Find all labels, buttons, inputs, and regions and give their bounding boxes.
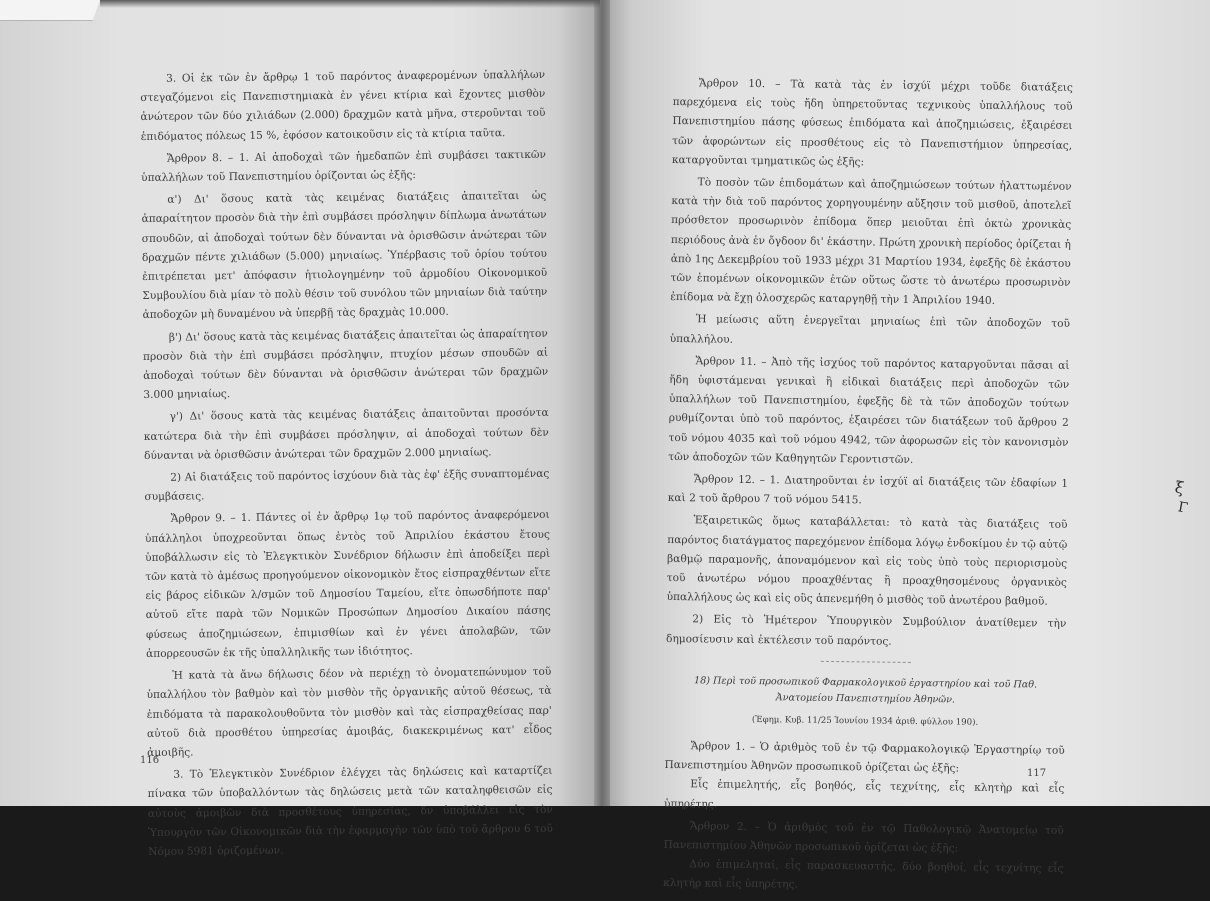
left-paragraph-5: γ') Δι' ὅσους κατὰ τὰς κειμένας διατάξεις ἀπαιτοῦνται προσόντα κατώτερα διὰ τὴν ἐπὶ συμβάσει πρόσληψιν, αἱ ἀποδοχαὶ τούτων δὲν δύνανται νὰ ὁρισθῶσιν ἀνώτεραι τῶν δραχμῶν 2.000 μηνιαίως. xyxy=(143,407,549,462)
section-paragraph-3: Ἄρθρον 2. – Ὁ ἀριθμὸς τοῦ ἐν τῷ Παθολογικῷ Ἀνατομείῳ τοῦ Πανεπιστημίου Ἀθηνῶν προσωπικοῦ ὁρίζεται ὡς ἑξῆς: xyxy=(663,819,1064,855)
left-paragraph-8: Ἡ κατὰ τὰ ἄνω δήλωσις δέον νὰ περιέχῃ τὸ ὀνοματεπώνυμον τοῦ ὑπαλλήλου τὸν βαθμὸν καὶ τὸν μισθὸν τῆς ὀργανικῆς αὐτοῦ θέσεως, τὰ ἐπιδόματα τὰ παρακολουθοῦντα τὸν μισθὸν καὶ τὰς εἰσπραχθείσας παρ' αὐτοῦ διὰ προσθέτου ὑπηρεσίας ἀμοιβάς, διακεκριμένως κατ' εἶδος ἀμοιβῆς. xyxy=(146,665,552,759)
right-paragraph-2: Τὸ ποσὸν τῶν ἐπιδομάτων καὶ ἀποζημιώσεων τούτων ἠλαττωμένον κατὰ τὴν διὰ τοῦ παρόντος χορηγουμένην αὔξησιν τοῦ μισθοῦ, ἀποτελεῖ πρόσθετον προσωρινὸν ἐπίδομα ὅπερ μειοῦται ἐπὶ ὀκτὼ χρονικὰς περιόδους ἀνὰ ἐν ὄγδοον δι' ἑκάστην. Πρώτη χρονικὴ περίοδος ὁρίζεται ἡ ἀπὸ 1ης Δεκεμβρίου τοῦ 1933 μέχρι 31 Μαρτίου 1934, ἐφεξῆς δὲ ἑκάστου τῶν ἑπομένων οἰκονομικῶν ἐτῶν οὕτως ὥστε τὸ ἀνωτέρω προσωρινὸν ἐπίδομα νὰ ἔχῃ ὁλοσχερῶς καταργηθῇ τὴν 1 Ἀπριλίου 1940. xyxy=(670,176,1072,308)
edge-mark-2: Γ xyxy=(1176,499,1190,517)
right-paragraph-6: Ἐξαιρετικῶς ὅμως καταβάλλεται: τὸ κατὰ τὰς διατάξεις τοῦ παρόντος διατάγματος παρεχόμενον ἐπίδομα λόγῳ ἐνδοκίμου ἐν τῷ αὐτῷ βαθμῷ παραμονῆς, ἀποναμόμενον καὶ εἰς τοὺς ὑπὸ τοὺς περιορισμοὺς τοῦ ἀνωτέρω νόμου προαχθέντας ἢ προαχθησομένους ὀργανικὸς ὑπαλλήλους ὡς καὶ εἰς οὓς ἀπενεμήθη ὁ μισθὸς τοῦ ἀνωτέρου βαθμοῦ. xyxy=(666,514,1068,608)
right-page-text xyxy=(663,74,1073,901)
edge-mark-1: ξ xyxy=(1173,477,1186,498)
right-paragraph-3: Ἡ μείωσις αὕτη ἐνεργεῖται μηνιαίως ἐπὶ τῶν ἀποδοχῶν τοῦ ὑπαλλήλου. xyxy=(669,313,1071,346)
paper-corner xyxy=(0,0,100,21)
right-paragraph-7: 2) Εἰς τὸ Ἡμέτερον Ὑπουργικὸν Συμβούλιον ἀνατίθεμεν τὴν δημοσίευσιν καὶ ἐκτέλεσιν τοῦ παρόντος. xyxy=(666,613,1067,648)
right-paragraph-1: Ἄρθρον 10. – Τὰ κατὰ τὰς ἐν ἰσχύϊ μέχρι τοῦδε διατάξεις παρεχόμενα εἰς τοὺς ἤδη ὑπηρετοῦντας τεχνικοὺς ὑπαλλήλους τοῦ Πανεπιστημίου πάσης φύσεως ἐπιδόματα καὶ ἀποζημιώσεις, ἐξαιρέσει τῶν ἀφορώντων εἰς προσθέτους εἰς τὸ Πανεπιστήμιον ὑπηρεσίας, καταργοῦνται τμηματικῶς ὡς ἑξῆς: xyxy=(671,77,1073,169)
book-gutter xyxy=(594,0,610,806)
left-paragraph-4: β') Δι' ὅσους κατὰ τὰς κειμένας διατάξεις ἀπαιτεῖται ὡς ἀπαραίτητον προσὸν διὰ τὴν ἐπὶ συμβάσει πρόσληψιν, πτυχίον μέσων σπουδῶν αἱ ἀποδοχαὶ τούτων δὲν δύνανται νὰ ὁρισθῶσιν ἀνώτεραι τῶν δραχμῶν 3.000 μηνιαίως. xyxy=(142,327,549,402)
section-paragraph-1: Ἄρθρον 1. – Ὁ ἀριθμὸς τοῦ ἐν τῷ Φαρμακολογικῷ Ἐργαστηρίῳ τοῦ Πανεπιστημίου Ἀθηνῶν προσωπικοῦ ὁρίζεται ὡς ἑξῆς: xyxy=(664,740,1065,775)
top-shadow xyxy=(100,0,600,8)
left-paragraph-1: 3. Οἱ ἐκ τῶν ἐν ἄρθρῳ 1 τοῦ παρόντος ἀναφερομένων ὑπαλλήλων στεγαζόμενοι εἰς Πανεπιστημιακὰ ἐν γένει κτίρια καὶ ἔχοντες μισθὸν ἀνώτερον τῶν δύο χιλιάδων (2.000) δραχμῶν κατὰ μῆνα, στεροῦνται τοῦ ἐπιδόματος πόλεως 15 %, ἐφόσον κατοικοῦσιν εἰς τὰ κτίρια ταῦτα. xyxy=(140,68,546,143)
left-page-number: 116 xyxy=(140,755,160,766)
left-page-text xyxy=(140,66,553,865)
section-divider xyxy=(821,661,911,664)
right-paragraph-5: Ἄρθρον 12. – 1. Διατηροῦνται ἐν ἰσχύϊ αἱ διατάξεις τῶν ἐδαφίων 1 καὶ 2 τοῦ ἄρθρου 7 τοῦ νόμου 5415. xyxy=(667,473,1069,507)
section-paragraph-2: Εἷς ἐπιμελητής, εἷς βοηθός, εἷς τεχνίτης, εἷς κλητὴρ καὶ εἷς ὑπηρέτης. xyxy=(664,778,1065,811)
left-paragraph-2: Ἄρθρον 8. – 1. Αἱ ἀποδοχαὶ τῶν ἡμεδαπῶν ἐπὶ συμβάσει τακτικῶν ὑπαλλήλων τοῦ Πανεπιστημίου ὁρίζονται ὡς ἑξῆς: xyxy=(141,148,546,185)
section-heading: 18) Περὶ τοῦ προσωπικοῦ Φαρμακολογικοῦ ἐργαστηρίου καὶ τοῦ Παθ. Ἀνατομείου Πανεπιστημίου Ἀθηνῶν. xyxy=(694,675,1038,706)
left-paragraph-7: Ἄρθρον 9. – 1. Πάντες οἱ ἐν ἄρθρῳ 1ῳ τοῦ παρόντος ἀναφερόμενοι ὑπάλληλοι ὑποχρεοῦνται ὅπως ἐντὸς τοῦ Ἀπριλίου ἑκάστου ἔτους ὑποβάλλωσιν εἰς τὸ Ἐλεγκτικὸν Συνέδριον δήλωσιν ἐπὶ ἀποδείξει περὶ τῶν κατὰ τὸ ἀμέσως προηγούμενον οἰκονομικὸν ἔτος εἰσπραχθέντων εἴτε εἰς βάρος εἰδικῶν λ/σμῶν τοῦ Δημοσίου Ταμείου, εἴτε ὁπωσδήποτε παρ' αὐτοῦ εἴτε παρὰ τῶν Νομικῶν Προσώπων Δημοσίου Δικαίου πάσης φύσεως ἀποζημιώσεων, ἐπιμισθίων καὶ ἐν γένει ἀπολαβῶν, τῶν ἀπορρεουσῶν ἐκ τῆς ὑπαλληλικῆς των ἰδιότητος. xyxy=(144,509,551,660)
left-paragraph-6: 2) Αἱ διατάξεις τοῦ παρόντος ἰσχύουν διὰ τὰς ἐφ' ἑξῆς συναπτομένας συμβάσεις. xyxy=(144,467,550,504)
right-paragraph-4: Ἄρθρον 11. – Ἀπὸ τῆς ἰσχύος τοῦ παρόντος καταργοῦνται πᾶσαι αἱ ἤδη ὑφιστάμεναι γενικαὶ ἢ εἰδικαὶ διατάξεις περὶ ἀποδοχῶν τῶν ὑπαλλήλων τοῦ Πανεπιστημίου, ἐφεξῆς δὲ τὰ τῶν ἀποδοχῶν τούτων ρυθμίζονται ὑπὸ τοῦ παρόντος, ἐξαιρέσει τῶν διατάξεων τοῦ ἄρθρου 2 τοῦ νόμου 4035 καὶ τοῦ νόμου 4942, τῶν ἀφορωσῶν εἰς τὸν κανονισμὸν τῶν ἀποδοχῶν τῶν Καθηγητῶν Γεροντιστῶν. xyxy=(668,355,1070,466)
left-paragraph-9: 3. Τὸ Ἐλεγκτικὸν Συνέδριον ἐλέγχει τὰς δηλώσεις καὶ καταρτίζει πίνακα τῶν ὑποβαλλόντων τὰς δηλώσεις μετὰ τῶν καταληφθεισῶν εἰς αὐτοὺς ἀμοιβῶν διὰ προσθέτους ὑπηρεσίας, δν ὑποβάλλει εἰς τὸν Ὑπουργὸν τῶν Οἰκονομικῶν διὰ τὴν ἐφαρμογὴν τῶν ὑπὸ τοῦ ἄρθρου 6 τοῦ Νόμου 5981 ὁριζομένων. xyxy=(147,764,554,858)
right-page-number: 117 xyxy=(1027,768,1047,779)
section-paragraph-4: Δύο ἐπιμεληταί, εἷς παρασκευαστής, δύο βοηθοί, εἷς τεχνίτης εἷς κλητὴρ καὶ εἷς ὑπηρέτης. xyxy=(663,858,1064,891)
section-source: (Ἐφημ. Κυβ. 11/25 Ἰουνίου 1934 ἀριθ. φύλλου 190). xyxy=(751,714,979,728)
left-paragraph-3: α') Δι' ὅσους κατὰ τὰς κειμένας διατάξεις ἀπαιτεῖται ὡς ἀπαραίτητον προσὸν διὰ τὴν ἐπὶ συμβάσει πρόσληψιν δίπλωμα ἀνωτάτων σπουδῶν, αἱ ἀποδοχαὶ τούτων δὲν δύνανται νὰ ὁρισθῶσιν ἀνώτεραι τῶν δραχμῶν πέντε χιλιάδων (5.000) μηνιαίως. Ὑπέρβασις τοῦ ὁρίου τούτου ἐπιτρέπεται μετ' ἀπόφασιν ἠτιολογημένην τοῦ ἁρμοδίου Οἰκονομικοῦ Συμβουλίου διὰ μίαν τὸ πολὺ θέσιν τοῦ συνόλου τῶν μηνιαίων διὰ ταύτην ἀποδοχῶν μὴ δυναμένου νὰ ὑπερβῇ τὰς δραχμὰς 10.000. xyxy=(141,189,548,322)
